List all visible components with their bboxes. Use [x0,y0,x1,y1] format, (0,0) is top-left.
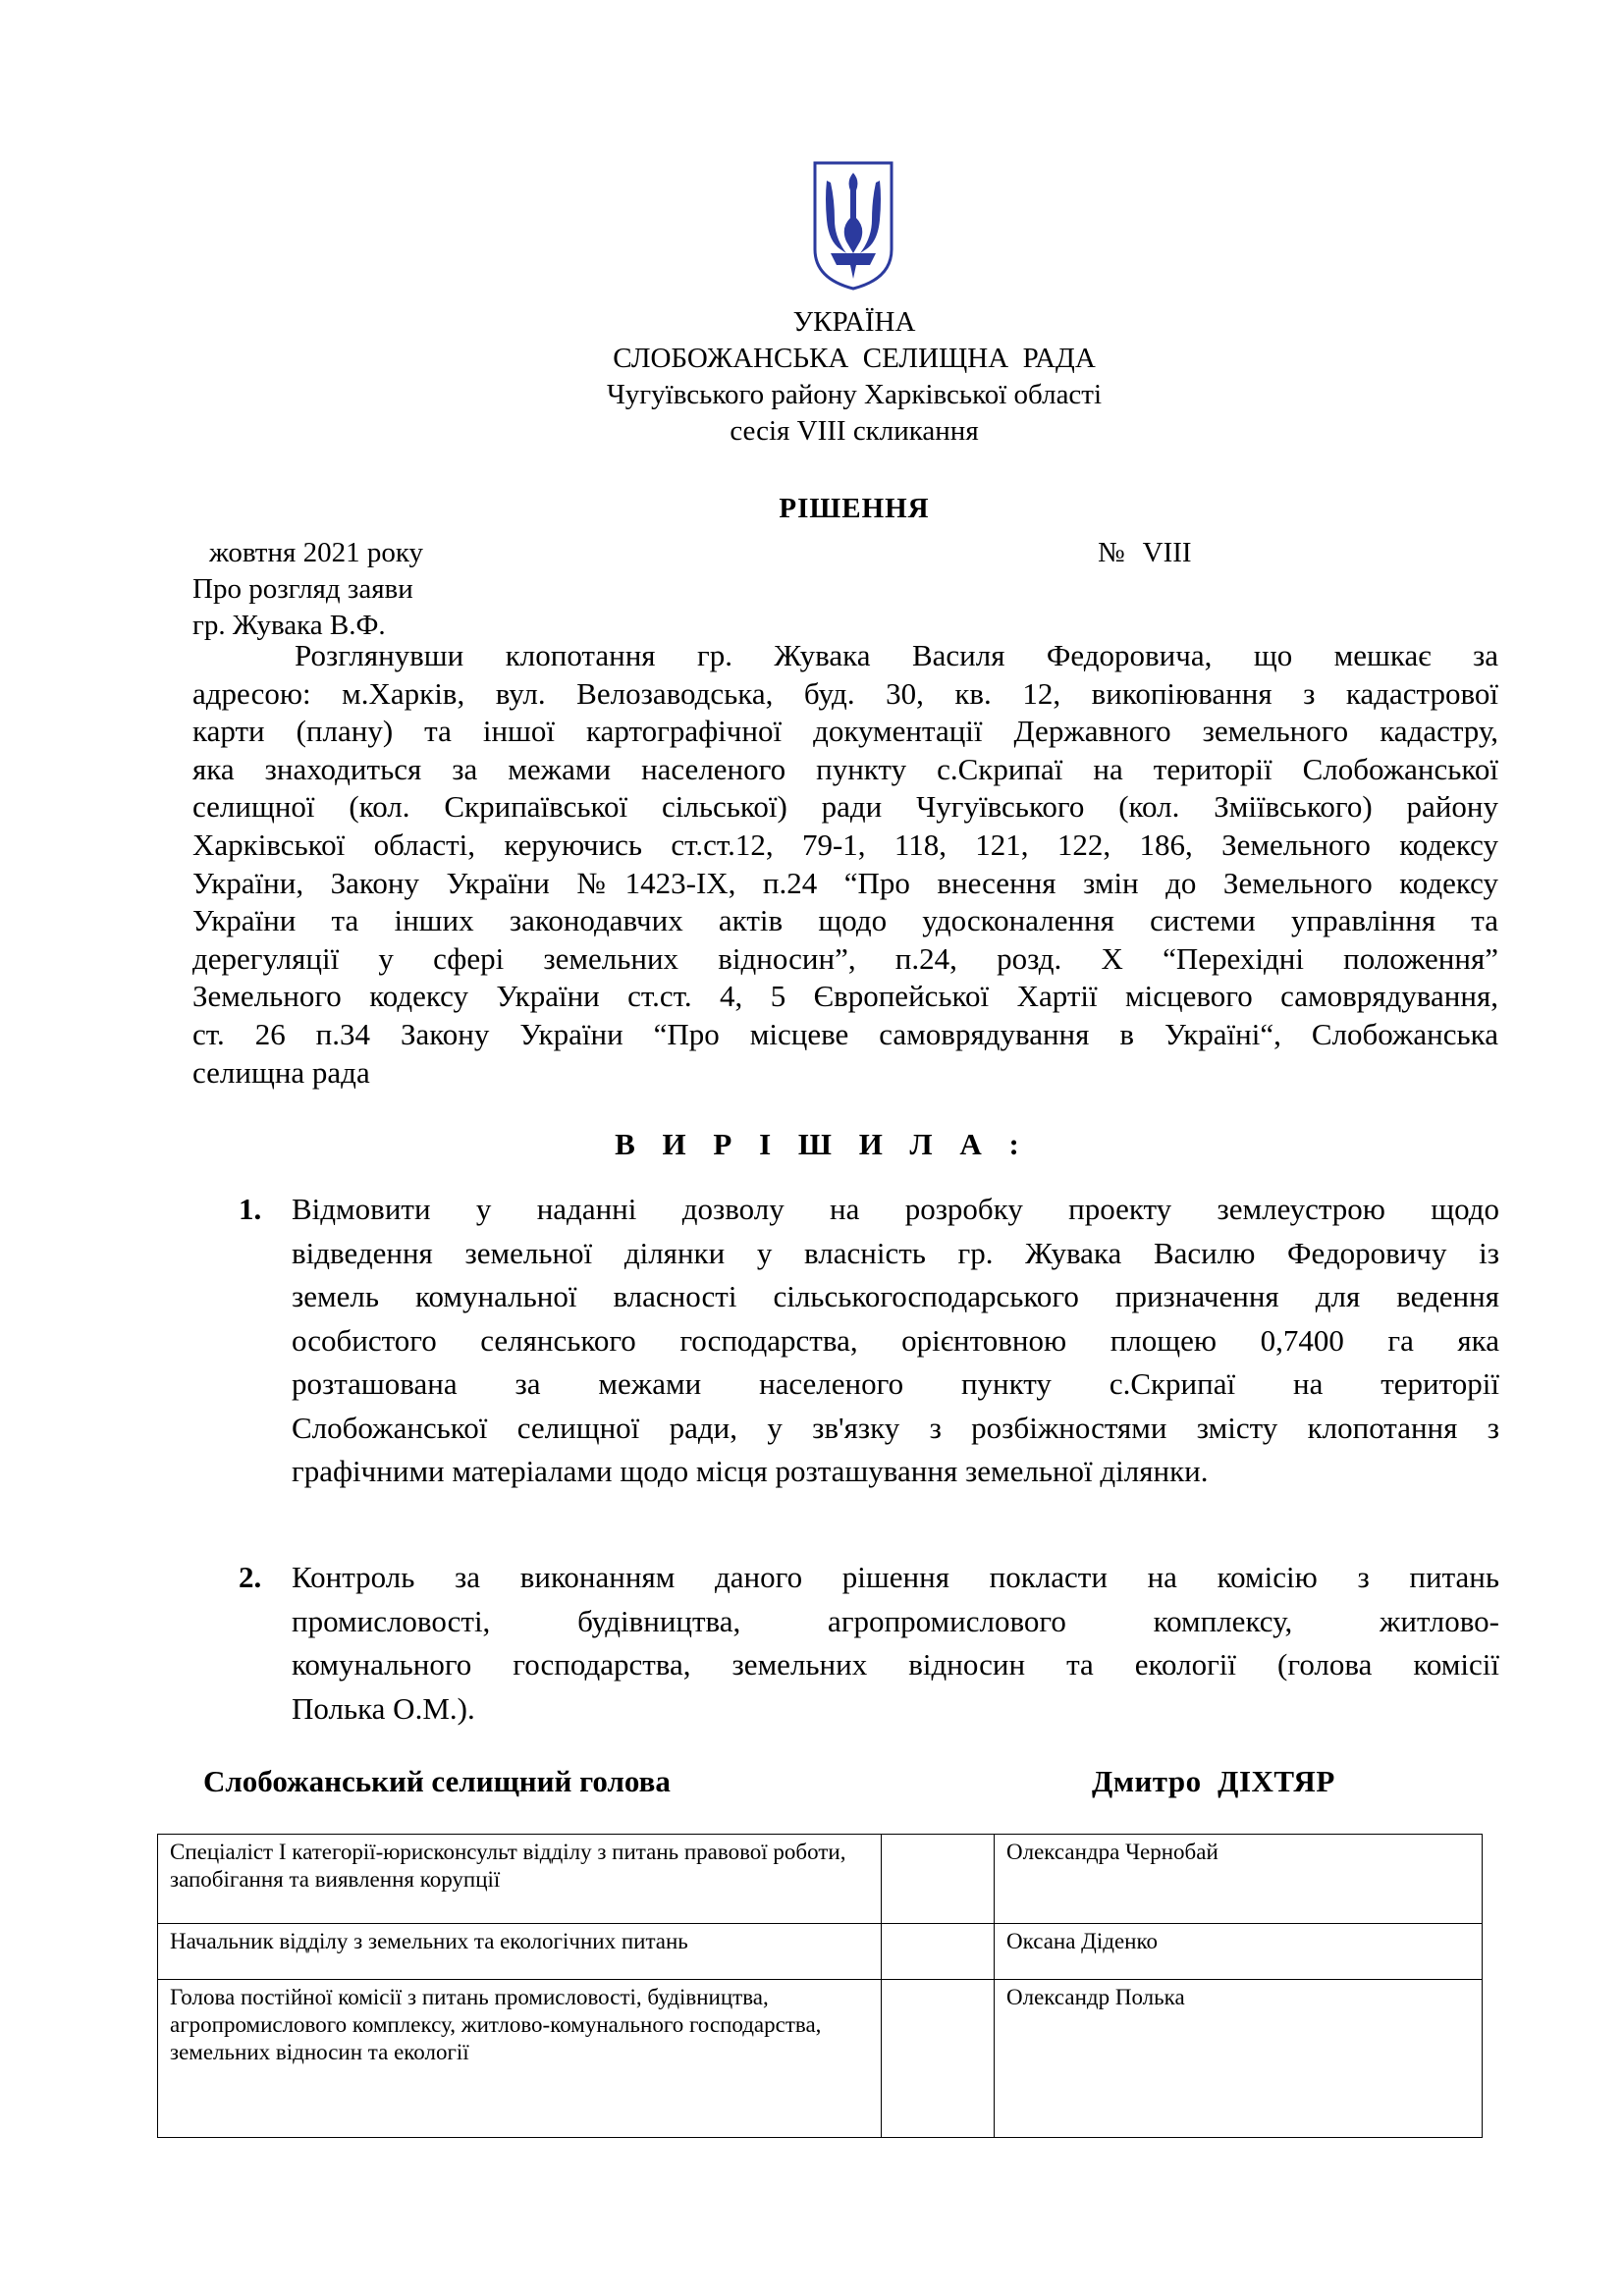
preamble-paragraph [192,637,1498,1092]
approval-name: Оксана Діденко [995,1924,1483,1980]
header-country: УКРАЇНА [792,306,916,338]
item-line: графічними матеріалами щодо місця розташування земельної ділянки. [292,1454,1209,1488]
item-line: Полька О.М.). [292,1690,475,1726]
preamble-line: ст. 26 п.34 Закону України “Про місцеве самоврядування в Україні“, Слобожанська [192,1016,1498,1051]
preamble-line: селищної (кол. Скрипаївської сільської) ради Чугуївського (кол. Зміївського) району [192,789,1498,825]
item-line: комунального господарства, земельних відносин та екології (голова комісії [292,1647,1499,1682]
item-number: 2. [239,1560,262,1594]
decision-subject [192,571,413,644]
approval-role: Начальник відділу з земельних та екологічних питань [158,1924,882,1980]
decision-item [239,1556,1499,1752]
approval-row [158,1980,1483,2138]
item-line: промисловості, будівництва, агропромислового комплексу, житлово- [292,1603,1499,1638]
decision-number [1098,535,1192,571]
preamble-line: карти (плану) та іншої картографічної документації Державного земельного кадастру, [192,714,1498,749]
item-line: земель комунальної власності сільськогосподарського призначення для ведення [292,1279,1499,1313]
approval-row [158,1924,1483,1980]
number-prefix: № [1098,537,1125,568]
approval-table [157,1834,1483,2138]
number-value: VIII [1142,537,1192,568]
signatory-name: Дмитро ДІХТЯР [1092,1764,1335,1798]
preamble-line: селищна рада [192,1054,370,1090]
header-session: сесія VIII скликання [730,415,979,447]
subject-line-1: Про розгляд заяви [192,573,413,605]
signatory-position: Слобожанський селищний голова [203,1764,671,1798]
approval-signature-cell [882,1924,995,1980]
decision-heading: В И Р І Ш И Л А : [615,1127,1029,1161]
item-number: 1. [239,1192,262,1226]
approval-signature-cell [882,1835,995,1924]
preamble-line: Харківської області, керуючись ст.ст.12, 79-1, 118, 121, 122, 186, Земельного кодексу [192,827,1498,862]
decision-item [239,1188,1499,1502]
preamble-line: яка знаходиться за межами населеного пункту с.Скрипаї на території Слобожанської [192,751,1498,786]
coat-of-arms-trident-icon [811,159,895,293]
item-line: особистого селянського господарства, орієнтовною площею 0,7400 га яка [292,1322,1499,1358]
item-line: Контроль за виконанням даного рішення покласти на комісію з питань [292,1560,1499,1594]
subject-line-2: гр. Жувака В.Ф. [192,610,386,641]
header-council: СЛОБОЖАНСЬКА СЕЛИЩНА РАДА [613,343,1096,374]
preamble-line: України та інших законодавчих актів щодо удосконалення системи управління та [192,903,1498,938]
decision-date: жовтня 2021 року [209,537,423,568]
preamble-line: України, Закону України №1423-IX, п.24 “Про внесення змін до Земельного кодексу [192,865,1498,900]
item-line: Відмовити у наданні дозволу на розробку проекту землеустрою щодо [292,1192,1499,1226]
item-line: відведення земельної ділянки у власність гр. Жувака Василю Федоровичу із [292,1235,1499,1270]
approval-name: Олександра Чернобай [995,1835,1483,1924]
preamble-line: адресою: м.Харків, вул. Велозаводська, буд. 30, кв. 12, викопіювання з кадастрової [192,675,1498,711]
item-text [292,1188,1499,1494]
approval-row [158,1835,1483,1924]
preamble-line: дерегуляції у сфері земельних відносин”, п.24, розд. Х “Перехідні положення” [192,940,1498,976]
approval-role: Спеціаліст І категорії-юрисконсульт відділу з питань правової роботи, запобігання та виявлення корупції [158,1835,882,1924]
approval-role: Голова постійної комісії з питань промисловості, будівництва, агропромислового комплексу, житлово-комунального господарства, земельних відносин та екології [158,1980,882,2138]
document-title: РІШЕННЯ [779,493,930,524]
header-district: Чугуївського району Харківської області [606,379,1103,410]
item-line: розташована за межами населеного пункту с.Скрипаї на території [292,1366,1499,1401]
preamble-line: Земельного кодексу України ст.ст. 4, 5 Європейської Хартії місцевого самоврядування, [192,979,1498,1014]
item-text [292,1556,1499,1731]
approval-signature-cell [882,1980,995,2138]
document-header [0,304,1624,450]
preamble-line: Розглянувши клопотання гр. Жувака Василя Федоровича, що мешкає за [295,638,1498,672]
approval-name: Олександр Полька [995,1980,1483,2138]
item-line: Слобожанської селищної ради, у зв'язку з розбіжностями змісту клопотання з [292,1410,1499,1445]
